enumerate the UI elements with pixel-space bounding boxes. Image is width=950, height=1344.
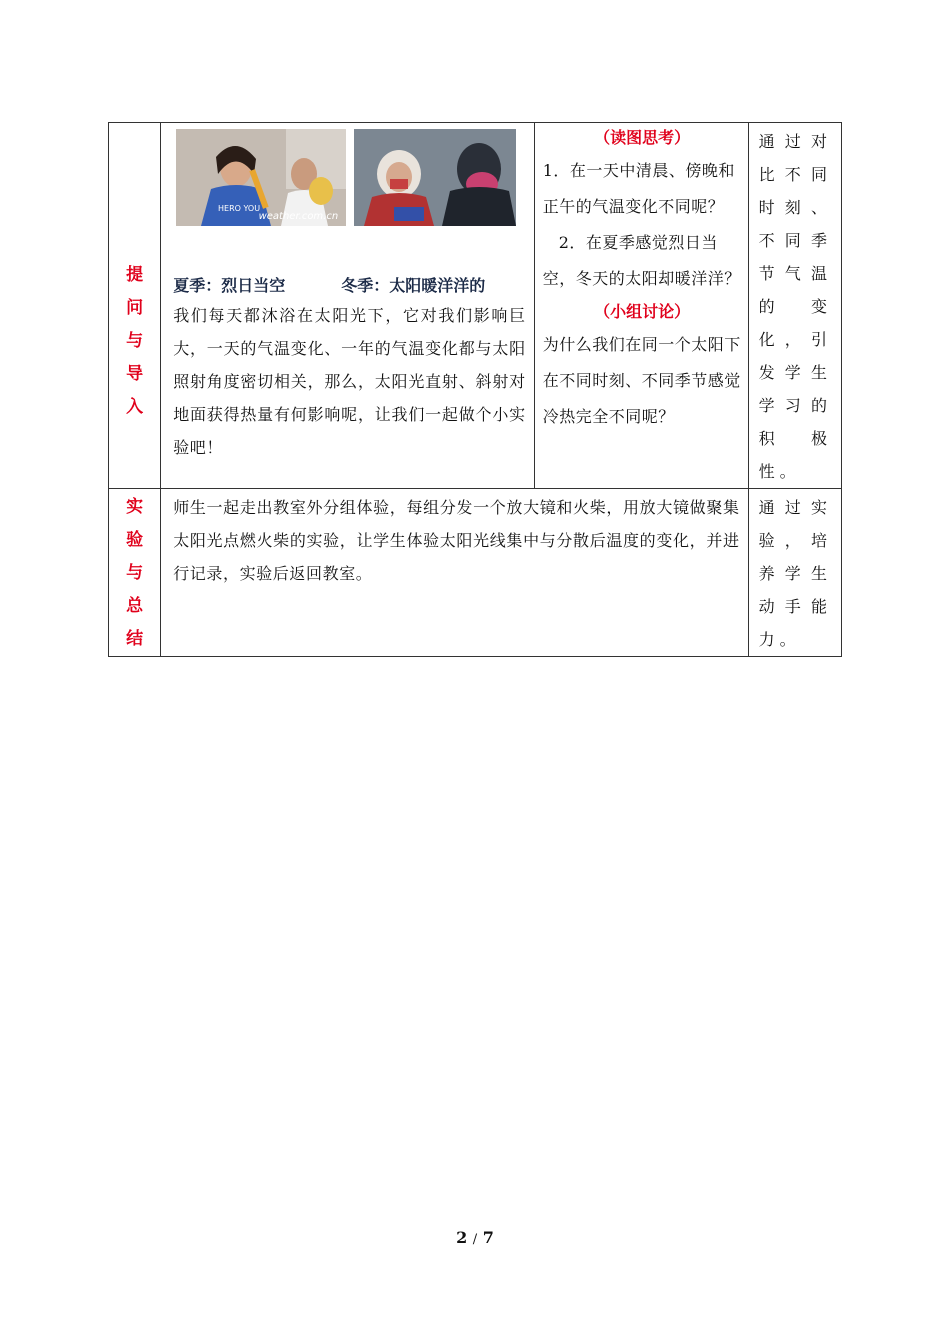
- page-current: 2: [456, 1228, 468, 1247]
- page-total: 7: [482, 1228, 494, 1247]
- thinking-cell: [534, 123, 748, 489]
- summer-photo: [176, 129, 346, 226]
- caption-winter: 冬季：太阳暖洋洋的: [341, 276, 486, 295]
- main-content-cell: [161, 123, 535, 489]
- group-discussion-heading: （小组讨论）: [594, 302, 691, 321]
- page-separator: /: [472, 1232, 478, 1247]
- winter-photo: [354, 129, 516, 226]
- question-2: 2．在夏季感觉烈日当空，冬天的太阳却暖洋洋？: [542, 233, 741, 288]
- row-experiment-summary: [109, 489, 842, 657]
- photo-watermark: weather.com.cn: [258, 211, 339, 222]
- design-intent-intro: 通过对比不同时刻、不同季节气温的变化，引发学生学习的积极性。: [758, 132, 832, 481]
- experiment-paragraph: 师生一起走出教室外分组体验，每组分发一个放大镜和火柴，用放大镜做聚集太阳光点燃火柴的实验，让学生体验太阳光线集中与分散后温度的变化，并进行记录，实验后返回教室。: [173, 498, 740, 583]
- design-intent-experiment: 通过实验，培养学生动手能力。: [758, 498, 832, 649]
- intent-cell: [748, 123, 841, 489]
- photo-captions: [173, 273, 534, 297]
- question-1: 1．在一天中清晨、傍晚和正午的气温变化不同呢？: [542, 161, 735, 216]
- stage-label-experiment: 实 验 与 总 结: [126, 497, 144, 649]
- stage-cell: [109, 123, 161, 489]
- stage-label-intro: 提 问 与 导 入: [126, 265, 144, 417]
- photo-strip: [176, 129, 534, 233]
- page-number: [0, 1228, 950, 1247]
- intro-paragraph: 我们每天都沐浴在太阳光下，它对我们影响巨大，一天的气温变化、一年的气温变化都与太阳照射角度密切相关，那么，太阳光直射、斜射对地面获得热量有何影响呢，让我们一起做个小实验吧！: [173, 306, 526, 457]
- svg-text:HERO YOU: HERO YOU: [218, 204, 261, 213]
- lesson-plan-table: [108, 122, 842, 657]
- caption-summer: 夏季：烈日当空: [173, 276, 286, 295]
- stage-cell: [109, 489, 161, 657]
- read-think-heading: （读图思考）: [594, 128, 691, 147]
- intent-cell: [748, 489, 841, 657]
- experiment-content-cell: [161, 489, 748, 657]
- discussion-question: 为什么我们在同一个太阳下在不同时刻、不同季节感觉冷热完全不同呢？: [542, 335, 741, 426]
- row-question-intro: [109, 123, 842, 489]
